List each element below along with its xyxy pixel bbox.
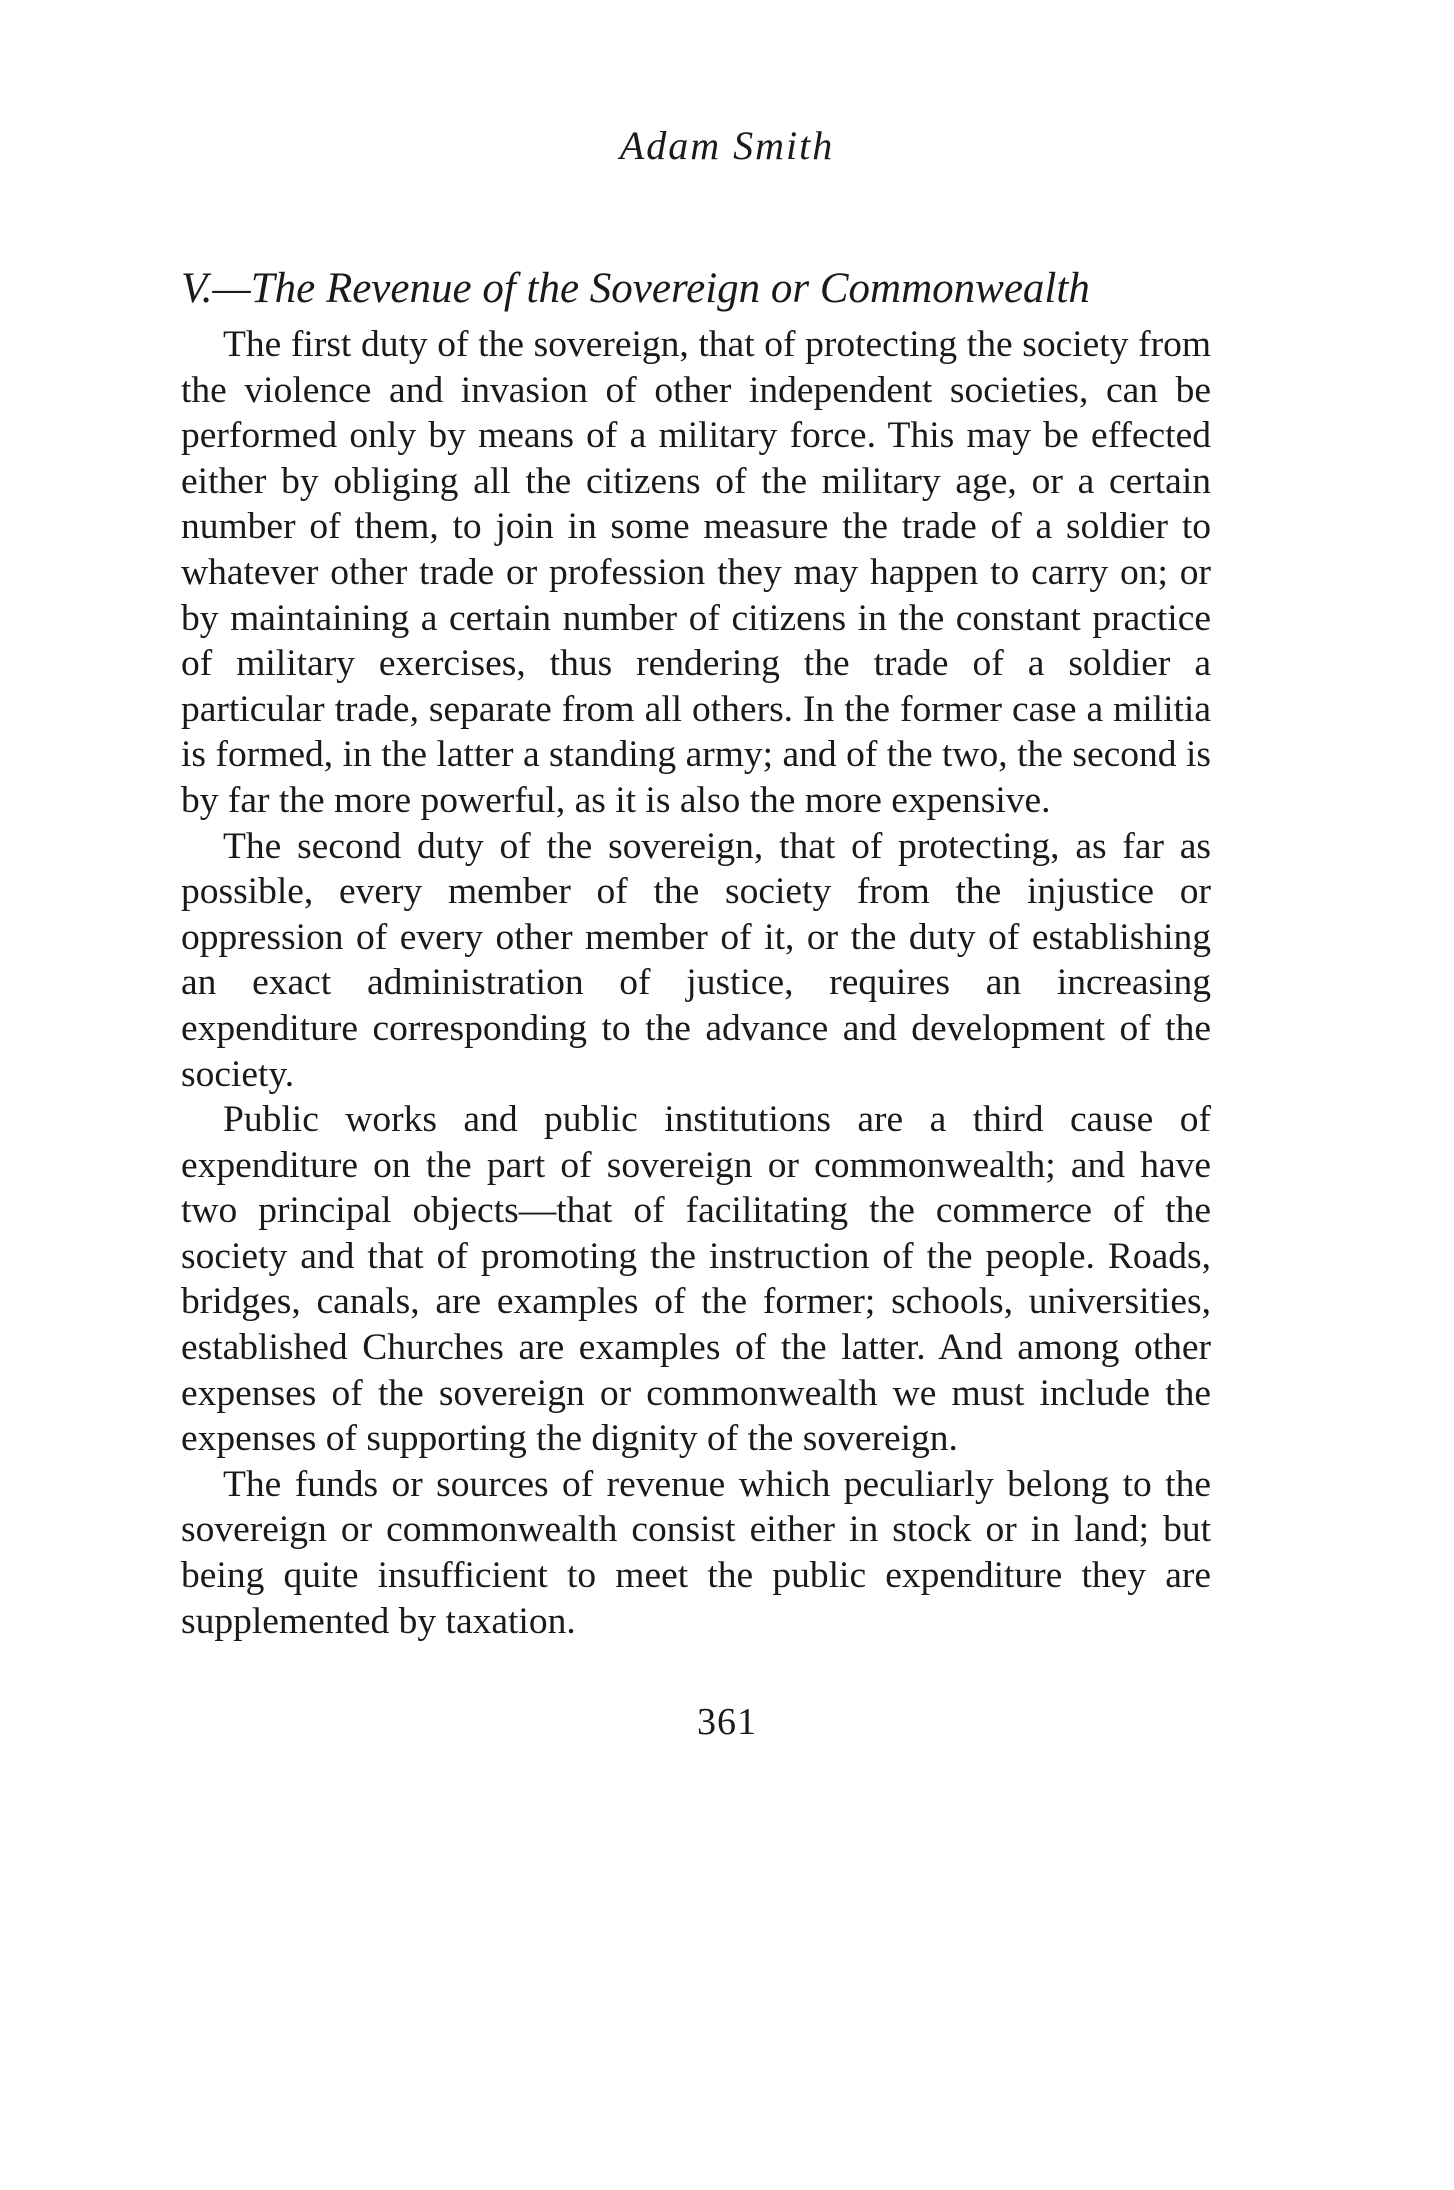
text-block xyxy=(181,262,1211,1644)
running-head: Adam Smith xyxy=(619,123,835,168)
paragraph-second-duty: The second duty of the sovereign, that of protecting, as far as possible, every member of the society from the injustice or oppression of every other member of it, or the duty of establishing an exact administration of justice, requires an increasing expenditure corresponding to the advance and development of the society. xyxy=(181,825,1211,1095)
paragraph-revenue-sources: The funds or sources of revenue which peculiarly belong to the sovereign or commonwealth consist either in stock or in land; but being quite insufficient to meet the public expenditure they are supplemented by taxation. xyxy=(181,1463,1211,1642)
section-title: V.—The Revenue of the Sovereign or Commonwealth xyxy=(181,265,1090,312)
paragraph-public-works: Public works and public institutions are a third cause of expenditure on the part of sovereign or commonwealth; and have two principal objects—that of facilitating the commerce of the society and that of promoting the instruction of the people. Roads, bridges, canals, are examples of the former; schools, universities, established Churches are examples of the latter. And among other expenses of the sovereign or commonwealth we must include the expenses of supporting the dignity of the sovereign. xyxy=(181,1099,1211,1460)
page-number: 361 xyxy=(697,1701,757,1743)
paragraph-first-duty: The first duty of the sovereign, that of protecting the society from the violence and invasion of other independent societies, can be performed only by means of a military force. This may be effected either by obliging all the citizens of the military age, or a certain number of them, to join in some measure the trade of a soldier to whatever other trade or profession they may happen to carry on; or by maintaining a certain number of citizens in the constant practice of military exercises, thus rendering the trade of a soldier a particular trade, separate from all others. In the former case a militia is formed, in the latter a standing army; and of the two, the second is by far the more powerful, as it is also the more expensive. xyxy=(181,324,1211,821)
